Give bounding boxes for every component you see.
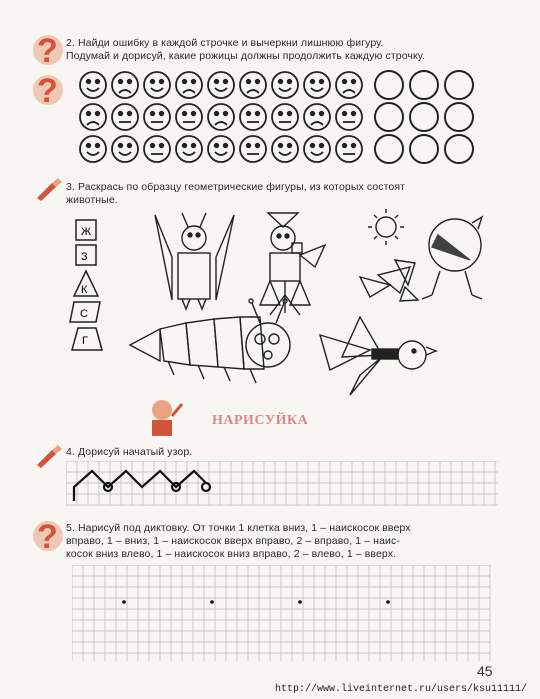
question-mark-icon [30, 518, 64, 554]
neutral-face-icon[interactable] [240, 104, 266, 130]
frown-face-icon[interactable] [80, 104, 106, 130]
smile-face-icon[interactable] [144, 72, 170, 98]
zigzag-pattern [74, 471, 210, 501]
page-number: 45 [477, 663, 493, 679]
winged-bug-figure[interactable] [155, 213, 234, 309]
smile-face-icon[interactable] [208, 72, 234, 98]
dictation-grid[interactable] [72, 565, 492, 663]
start-point [210, 600, 214, 604]
empty-circle[interactable] [375, 71, 403, 99]
shape-label-g: Г [82, 335, 88, 347]
smile-face-icon[interactable] [176, 136, 202, 162]
neutral-face-icon[interactable] [176, 104, 202, 130]
task-2-line-1: 2. Найди ошибку в каждой строчке и вычеркни лишнюю фигуру. [66, 37, 384, 49]
empty-circle[interactable] [445, 71, 473, 99]
task-5-line-1: 5. Нарисуй под диктовку. От точки 1 клетка вниз, 1 – наискосок вверх [66, 522, 411, 534]
svg-text:?: ? [37, 72, 58, 108]
task-5-text [66, 522, 411, 561]
svg-text:?: ? [37, 32, 58, 68]
svg-text:?: ? [37, 518, 58, 554]
faces-grid [0, 0, 540, 170]
frown-face-icon[interactable] [208, 104, 234, 130]
smile-face-icon[interactable] [272, 136, 298, 162]
task-4-text [66, 446, 192, 459]
caterpillar-figure[interactable] [130, 299, 290, 383]
empty-circle[interactable] [445, 103, 473, 131]
empty-circles [375, 71, 473, 163]
task-3-line-2: животные. [66, 194, 118, 206]
neutral-face-icon[interactable] [336, 136, 362, 162]
empty-circle[interactable] [445, 135, 473, 163]
start-point [386, 600, 390, 604]
boy-mascot-icon [140, 396, 186, 442]
task-4-line-1: 4. Дорисуй начатый узор. [66, 446, 193, 458]
shape-legend [68, 216, 118, 358]
geometric-animals-drawing [120, 205, 500, 400]
neutral-face-icon[interactable] [240, 136, 266, 162]
start-points [122, 600, 390, 604]
neutral-face-icon[interactable] [144, 104, 170, 130]
sun-figure[interactable] [368, 209, 404, 245]
frown-face-icon[interactable] [336, 72, 362, 98]
robot-figure[interactable] [260, 213, 325, 315]
butterfly-figure[interactable] [320, 317, 436, 395]
start-point [122, 600, 126, 604]
shape-label-k: К [81, 284, 88, 296]
smile-face-icon[interactable] [80, 136, 106, 162]
task-2-line-2: Подумай и дорисуй, какие рожицы должны продолжить каждую строчку. [66, 50, 426, 62]
shape-label-s: С [80, 308, 88, 320]
start-point [298, 600, 302, 604]
smile-face-icon[interactable] [208, 136, 234, 162]
footer-url-link[interactable]: http://www.liveinternet.ru/users/ksu11111/ [275, 684, 528, 695]
section-title: НАРИСУЙКА [212, 413, 309, 428]
empty-circle[interactable] [375, 135, 403, 163]
neutral-face-icon[interactable] [112, 104, 138, 130]
task-3-line-1: 3. Раскрась по образцу геометрические фигуры, из которых состоят [66, 181, 406, 193]
shape-label-zh: Ж [81, 226, 92, 238]
neutral-face-icon[interactable] [336, 104, 362, 130]
frown-face-icon[interactable] [304, 104, 330, 130]
smile-face-icon[interactable] [304, 72, 330, 98]
task-5-line-2: вправо, 1 – вниз, 1 – наискосок вверх вправо, 2 – вправо, 1 – наис- [66, 535, 400, 547]
smile-face-icon[interactable] [80, 72, 106, 98]
frown-face-icon[interactable] [112, 72, 138, 98]
fan-bird-figure[interactable] [360, 260, 418, 301]
paintbrush-icon [34, 176, 64, 202]
shape-label-z: З [81, 251, 88, 263]
neutral-face-icon[interactable] [272, 104, 298, 130]
task-3-text [66, 181, 405, 207]
round-bird-figure[interactable] [422, 217, 482, 299]
smile-face-icon[interactable] [272, 72, 298, 98]
empty-circle[interactable] [410, 135, 438, 163]
empty-circle[interactable] [375, 103, 403, 131]
empty-circle[interactable] [410, 103, 438, 131]
frown-face-icon[interactable] [240, 72, 266, 98]
pattern-grid[interactable] [66, 461, 500, 507]
neutral-face-icon[interactable] [144, 136, 170, 162]
task-5-line-3: косок вниз влево, 1 – наискосок вниз вправо, 2 – влево, 1 – вверх. [66, 548, 397, 560]
frown-face-icon[interactable] [176, 72, 202, 98]
empty-circle[interactable] [410, 71, 438, 99]
pencil-icon [34, 443, 64, 469]
smile-face-icon[interactable] [304, 136, 330, 162]
smile-face-icon[interactable] [112, 136, 138, 162]
